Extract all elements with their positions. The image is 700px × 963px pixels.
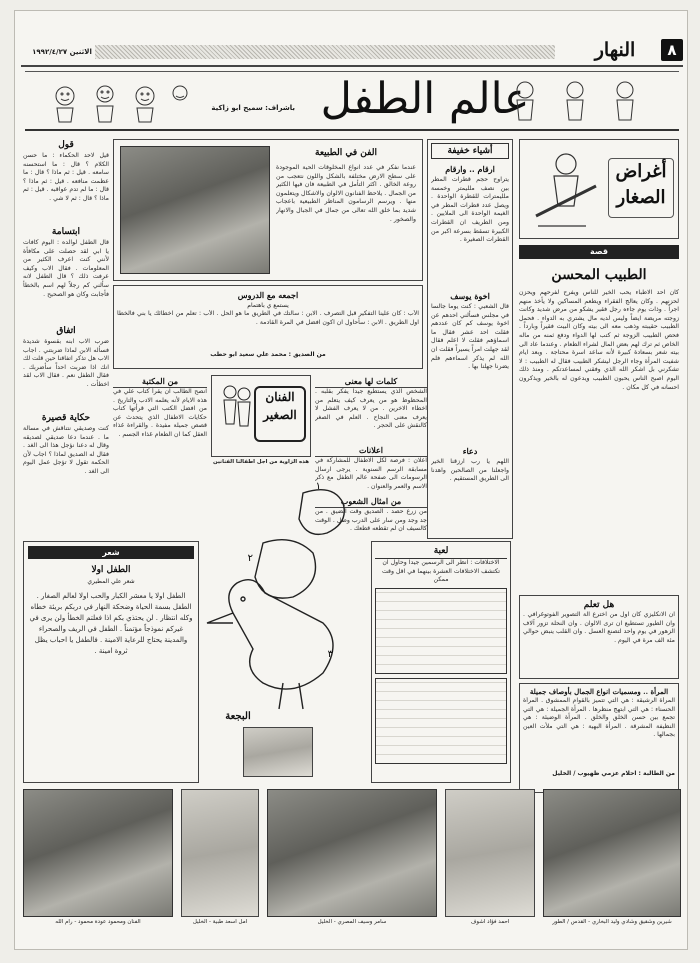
pelican-drawing <box>203 473 367 713</box>
library-column <box>113 375 207 539</box>
paper-name: النهار <box>594 39 636 61</box>
poem-author: شعر علي المطيري <box>87 578 135 585</box>
poem-heading: الطفل اولا <box>91 565 131 575</box>
library-title: من المكتبة <box>113 375 207 388</box>
yusuf-brothers-subtitle: اخوة يوسف <box>450 291 490 301</box>
kids-corner-illustration <box>526 146 606 232</box>
lessons-intro: يستمع ي باهتمام <box>247 302 289 309</box>
pelican-photo <box>243 727 313 777</box>
page-title: عالم الطفل <box>320 74 530 124</box>
photo-3-caption: سامر وسيف المصري - الخليل <box>317 919 387 925</box>
beauty-names-signature: من الطالبة : احلام عزمي ظهيوب / الخليل <box>552 770 675 777</box>
did-you-know-body: ان الانكليزي كان اول من اخترع آلة التصوير الفوتوغرافي . وان الطيور تستطيع ان ترى الالوان . وان النحلة تزور آلاف الزهور في يوم واحد لتصنع العسل . وان القلب ينبض حوالي مئة الف مرة في اليوم . <box>523 611 675 644</box>
page-editor: باشراف: سميح ابو زاكية <box>211 104 295 112</box>
lessons-box <box>113 285 423 369</box>
photo-4-caption: احمد فؤاد اشوف <box>470 919 510 925</box>
story-section-bar: قصة <box>519 245 679 259</box>
children-drawings <box>45 78 195 124</box>
little-artist-illustration <box>216 380 256 440</box>
agreement-title: اتفاق <box>56 326 76 336</box>
did-you-know-title: هل تعلم <box>583 600 615 610</box>
drawing-area <box>203 473 367 783</box>
photo-1 <box>23 789 173 917</box>
light-things-title: أشياء خفيفة <box>431 143 509 159</box>
smile-title: ابتسامة <box>51 227 81 237</box>
meaningful-words-body: الشخص الذي يستطيع جيداً يفكر بقلبه . المحظوظ هو من يعرف كيف يتعلم من اخطاء الاخرين . من لا يعرف الفشل لا يعرف معنى النجاح . العلم في الصغر كالنقش على الحجر . <box>315 388 427 430</box>
numbers-body: يتراوح حجم قطرات المطر بين نصف ملليمتر وخمسة ملليمترات للقطرة الواحدة . ويصل عدد قطرات المطر في الغيمة الواحدة الى الملايين . ومن الطريف ان القطرات الكبيرة تسقط بسرعة اكبر من القطرات الصغيرة . <box>431 176 509 244</box>
page-number: ٨ <box>667 41 677 59</box>
pencil-children-icon <box>536 154 596 226</box>
lessons-body: الأب : كان علينا التفكير قبل التصرف . الابن : سألتك في الطريق ما هو الحل . الأب : تعلم من اخطائك يا بني فالخطأ اول الطريق . الابن : سأحاول ان اكون افضل في المرة القادمة . <box>117 310 419 326</box>
photo-strip <box>23 789 681 939</box>
saying-body: قيل لاحد الحكماء : ما حسن الكلام ؟ قال : ما استحسنه سامعه . قيل : ثم ماذا ؟ قال : ما عظمت منافعه . قيل : ثم ماذا ؟ قال : ما لم تدم عواقبه . قيل : ثم ماذا ؟ قال : ثم لا شي . <box>23 152 109 202</box>
drawing-caption: البجعة <box>225 711 251 722</box>
smile-body: قال الطفل لوالده : اليوم كافأت يا ابي لقد حصلت على مكافأة لأنني كنت اعرف الكثير من المعلومات . فقال الاب وكيف عرفت ذلك ؟ قال الطفل لانه سألني كم رجلاً لهم اسم بالخطأ فأجابت وكان هو الصحيح . <box>23 239 109 298</box>
prayer-body: اللهم يا رب ارزقنا الخير واجعلنا من الصالحين واهدنا الى الطريق المستقيم . <box>431 458 509 483</box>
saying-title: قول <box>58 140 74 150</box>
nature-title: الفن في الطبيعة <box>315 148 377 158</box>
beauty-names-box <box>519 683 679 793</box>
masthead-band <box>95 45 555 59</box>
drawing-number-1: ١ <box>315 481 321 492</box>
game-box <box>371 541 511 783</box>
beauty-names-body: المرأة الرشيقة : هي التي تتميز بالقوام الممشوق . المرأة الحسناء : هي التي ابتهج منظرها . المرأة الجميلة : هي التي تجمع بين حسن الخلق والخلق . المرأة الوضيئة : هي النظيفة المشرقة . المرأة البهية : هي التي ملأت العين بجمالها . <box>523 697 675 739</box>
poem-section-bar: شعر <box>28 546 194 559</box>
photo-2-caption: امل اسعد طبية - الخليل <box>192 919 248 925</box>
did-you-know-box <box>519 595 679 679</box>
masthead-rule <box>21 65 683 67</box>
drawing-number-3: ٣ <box>327 649 333 660</box>
light-things-box <box>427 139 513 539</box>
poem-body: الطفل اولا يا معشر الكبار والحب اولا لعالم الصغار . الطفل بسمة الحياة وضحكة النهار في دربكم بريئة خطاه وكله انتظار . لن يحتذي بكم اذا فعلتم الخطأ ولن يرى في غيركم نموذجاً مؤتمناً . الطفل في الريف والصحراء والمدينة يحتاج للرعاية الامينة . فالطفل يا احباب يظل ثروة امينة . <box>29 592 193 655</box>
story-body: كان احد الاطباء يحب الخير للناس ويفرح لفرحهم ويحزن لحزنهم . وكان يعالج الفقراء ويطعم المساكين ولا يأخذ منهم اجراً . وذات يوم جاءه رجل فقير يشكو من مرض شديد وكانت زوجته مريضة ايضاً وليس لديه مال يشتري به الدواء . فحمل الطبيب حقيبته وذهب معه الى بيته وكان البيت فقيراً وبارداً . فحص الطبيب الزوجة ثم كتب لها الدواء ودفع ثمنه من ماله الخاص ثم ترك لهم بعض المال لشراء الطعام . وعندما عاد الى بيته شعر بسعادة كبيرة لأنه ساعد اسرة محتاجة . وبعد ايام شفيت المرأة وجاء الرجل ليشكر الطبيب فقال له الطبيب : لا تشكرني بل اشكر الله الذي وفقني لمساعدتكم . ومنذ ذلك اليوم اصبح الناس يحبون الطبيب ويدعون له بالخير ويذكرون احسانه في كل مكان . <box>519 289 679 391</box>
little-artist-caption: هذه الزاوية من اجل اطفالنا الفنانين <box>213 459 309 465</box>
pelican-sketch-icon <box>207 490 344 709</box>
numbers-subtitle: ارقام .. وارقام <box>445 164 495 174</box>
photo-4 <box>445 789 535 917</box>
proverbs-title: من امثال الشعوب <box>315 495 427 508</box>
yusuf-brothers-body: قال الشعبي : كنت يوماً جالساً في مجلس فسألني احدهم عن اخوة يوسف كم كان عددهم فقلت احد عشر فقال ما اسماؤهم فقلت لا اعلم فقال لقد جهلت امراً يسيراً فقلت ان الله لم يذكر اسماءهم فلم يضرنا جهلنا بها . <box>431 303 509 371</box>
newspaper-page <box>14 10 688 950</box>
child-figure-icon <box>517 82 633 120</box>
story-title: الطبيب المحسن <box>551 267 647 283</box>
lessons-signature: من الصديق : محمد علي سعيد ابو حطب <box>210 351 326 358</box>
ads-body: اعلان : فرصة لكل الاطفال للمشاركة في مسابقة الرسم السنوية . يرجى ارسال الرسومات الى صفحة عالم الطفل مع ذكر الاسم والعمر والعنوان . <box>315 457 427 490</box>
agreement-body: ضرب الاب ابنه بقسوة شديدة فسأله الابن لماذا ضربتني . اجاب الاب هل تذكر اتفاقنا حين قلت لك انك اذا ضربت احداً سأضربك . فقال الطفل نعم . فقال الاب لقد اخطأت . <box>23 338 109 388</box>
kids-corner-box <box>519 139 679 239</box>
poem-box <box>23 541 199 783</box>
short-story-body: كنت وصديقي نتناقش في مسألة ما . عندما دعا صديقي لصديقه وقال له دعنا نؤجل هذا الى الغد . فقال له الصديق لماذا ؟ اجاب لأن الحكمة تقول لا تؤجل عمل اليوم الى الغد . <box>23 425 109 475</box>
little-artist-box <box>211 375 311 457</box>
title-banner <box>25 71 679 131</box>
left-column <box>23 139 109 539</box>
library-body: انصح الطالب ان يقرأ كتاب علي في هذه الايام لأنه يعلمه الادب والتاريخ . من افضل الكتب التي قرأتها كتاب حكايات الاطفال الذي يتحدث عن قصص جميلة مفيدة . والقراءة غذاء العقل كما ان الطعام غذاء الجسم . <box>113 388 207 438</box>
ads-title: اعلانات <box>315 444 427 457</box>
masthead <box>15 11 688 69</box>
meaningful-words-title: كلمات لها معنى <box>315 375 427 388</box>
nature-photo <box>120 146 270 274</box>
game-title: لعبة <box>375 545 507 559</box>
photo-5 <box>543 789 681 917</box>
beauty-names-title: المرأة .. ومسميات انواع الجمال بأوصاف جميلة <box>529 687 669 696</box>
game-picture-top <box>375 588 507 674</box>
game-instructions: الاختلافات : انظر الى الرسمين جيداً وحاول ان تكتشف الاختلافات العشرة بينهما في اقل وقت ممكن <box>381 559 501 584</box>
lessons-title: اجمعه مع الدروس <box>237 290 299 300</box>
page-number-badge <box>661 39 683 61</box>
photo-3 <box>267 789 437 917</box>
little-artist-logo: الفنان الصغير <box>254 386 306 442</box>
child-face-icon <box>56 86 187 122</box>
nature-box <box>113 139 423 281</box>
game-picture-bottom <box>375 678 507 764</box>
children-painting-icon <box>224 386 250 426</box>
photo-2 <box>181 789 259 917</box>
issue-date: الاثنين ١٩٩٢/٤/٢٧ <box>32 48 92 56</box>
prayer-subtitle: دعاء <box>462 446 478 456</box>
proverbs-body: من زرع حصد . الصديق وقت الضيق . من جد وجد ومن سار على الدرب وصل . الوقت كالسيف ان لم تقطعه قطعك . <box>315 508 427 532</box>
children-drawings-right <box>495 76 665 124</box>
photo-1-caption: الفنان ومحمود عودة محمود - رام الله <box>55 919 141 925</box>
nature-body: عندما نفكر في عدد انواع المخلوقات الحية الموجودة على سطح الارض مختلفة بالشكل واللون نتعجب من روعة الخالق . اكثر التأمل في الطبيعة فان فيها الكثير من الجمال . يلاحظ الفنانون الالوان والاشكال ويتعلمون منها . ويرسم الرسامون المناظر الطبيعية باعجاب شديد بما خلق الله تعالى من جمال في الجبال والانهار والصخور . <box>276 164 416 223</box>
photo-5-caption: شيرين وشقيق وشادي وليد البخاري - القدس / الطور <box>552 919 672 925</box>
drawing-number-2: ٢ <box>247 553 253 564</box>
short-story-title: حكاية قصيرة <box>41 413 91 423</box>
kids-corner-title: أغراض الصغار <box>608 158 674 218</box>
